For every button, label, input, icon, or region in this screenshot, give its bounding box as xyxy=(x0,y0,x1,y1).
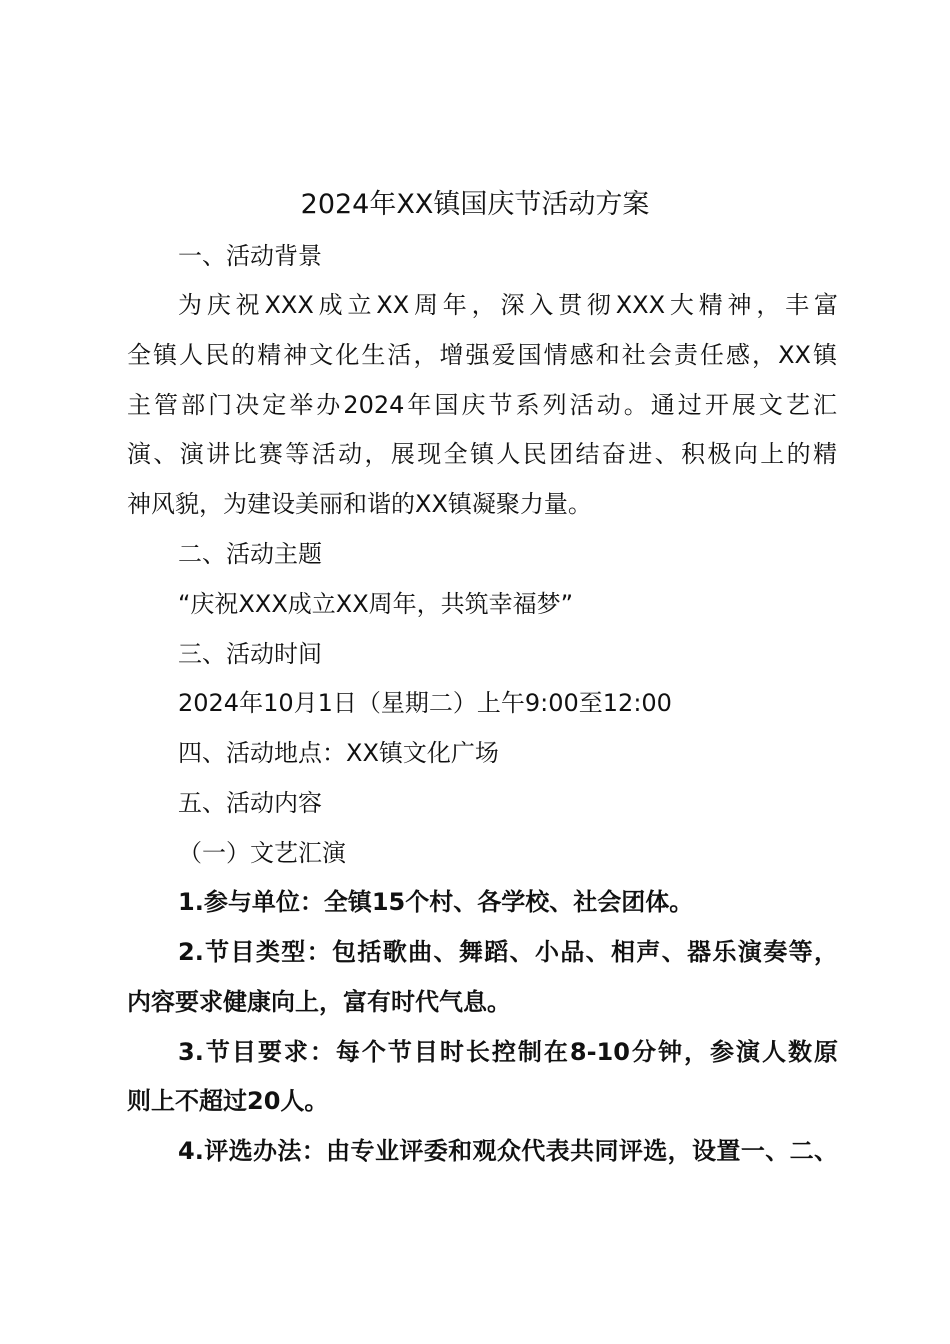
paragraph-line: 演、演讲比赛等活动，展现全镇人民团结奋进、积极向上的精 xyxy=(127,440,837,468)
list-item-continuation: 内容要求健康向上，富有时代气息。 xyxy=(127,988,511,1016)
section-heading-background: 一、活动背景 xyxy=(178,242,322,270)
section-heading-content: 五、活动内容 xyxy=(178,789,322,817)
list-item: 1.参与单位：全镇15个村、各学校、社会团体。 xyxy=(178,888,694,916)
list-item: 3.节目要求：每个节目时长控制在8-10分钟，参演人数原 xyxy=(178,1038,838,1066)
paragraph-line: 全镇人民的精神文化生活，增强爱国情感和社会责任感，XX镇 xyxy=(127,341,837,369)
paragraph-line: 神风貌，为建设美丽和谐的XX镇凝聚力量。 xyxy=(127,490,592,518)
list-item-continuation: 则上不超过20人。 xyxy=(127,1087,329,1115)
theme-text: “庆祝XXX成立XX周年，共筑幸福梦” xyxy=(178,590,574,618)
section-heading-location: 四、活动地点：XX镇文化广场 xyxy=(178,739,499,767)
list-item: 2.节目类型：包括歌曲、舞蹈、小品、相声、器乐演奏等， xyxy=(178,938,838,966)
document-title: 2024年XX镇国庆节活动方案 xyxy=(300,189,650,220)
section-heading-time: 三、活动时间 xyxy=(178,640,322,668)
list-item: 4.评选办法：由专业评委和观众代表共同评选，设置一、二、 xyxy=(178,1137,838,1165)
time-text: 2024年10月1日（星期二）上午9:00至12:00 xyxy=(178,689,672,717)
subsection-heading-performance: （一）文艺汇演 xyxy=(178,839,346,867)
paragraph-line: 为庆祝XXX成立XX周年，深入贯彻XXX大精神，丰富 xyxy=(178,291,838,319)
paragraph-line: 主管部门决定举办2024年国庆节系列活动。通过开展文艺汇 xyxy=(127,391,837,419)
section-heading-theme: 二、活动主题 xyxy=(178,540,322,568)
